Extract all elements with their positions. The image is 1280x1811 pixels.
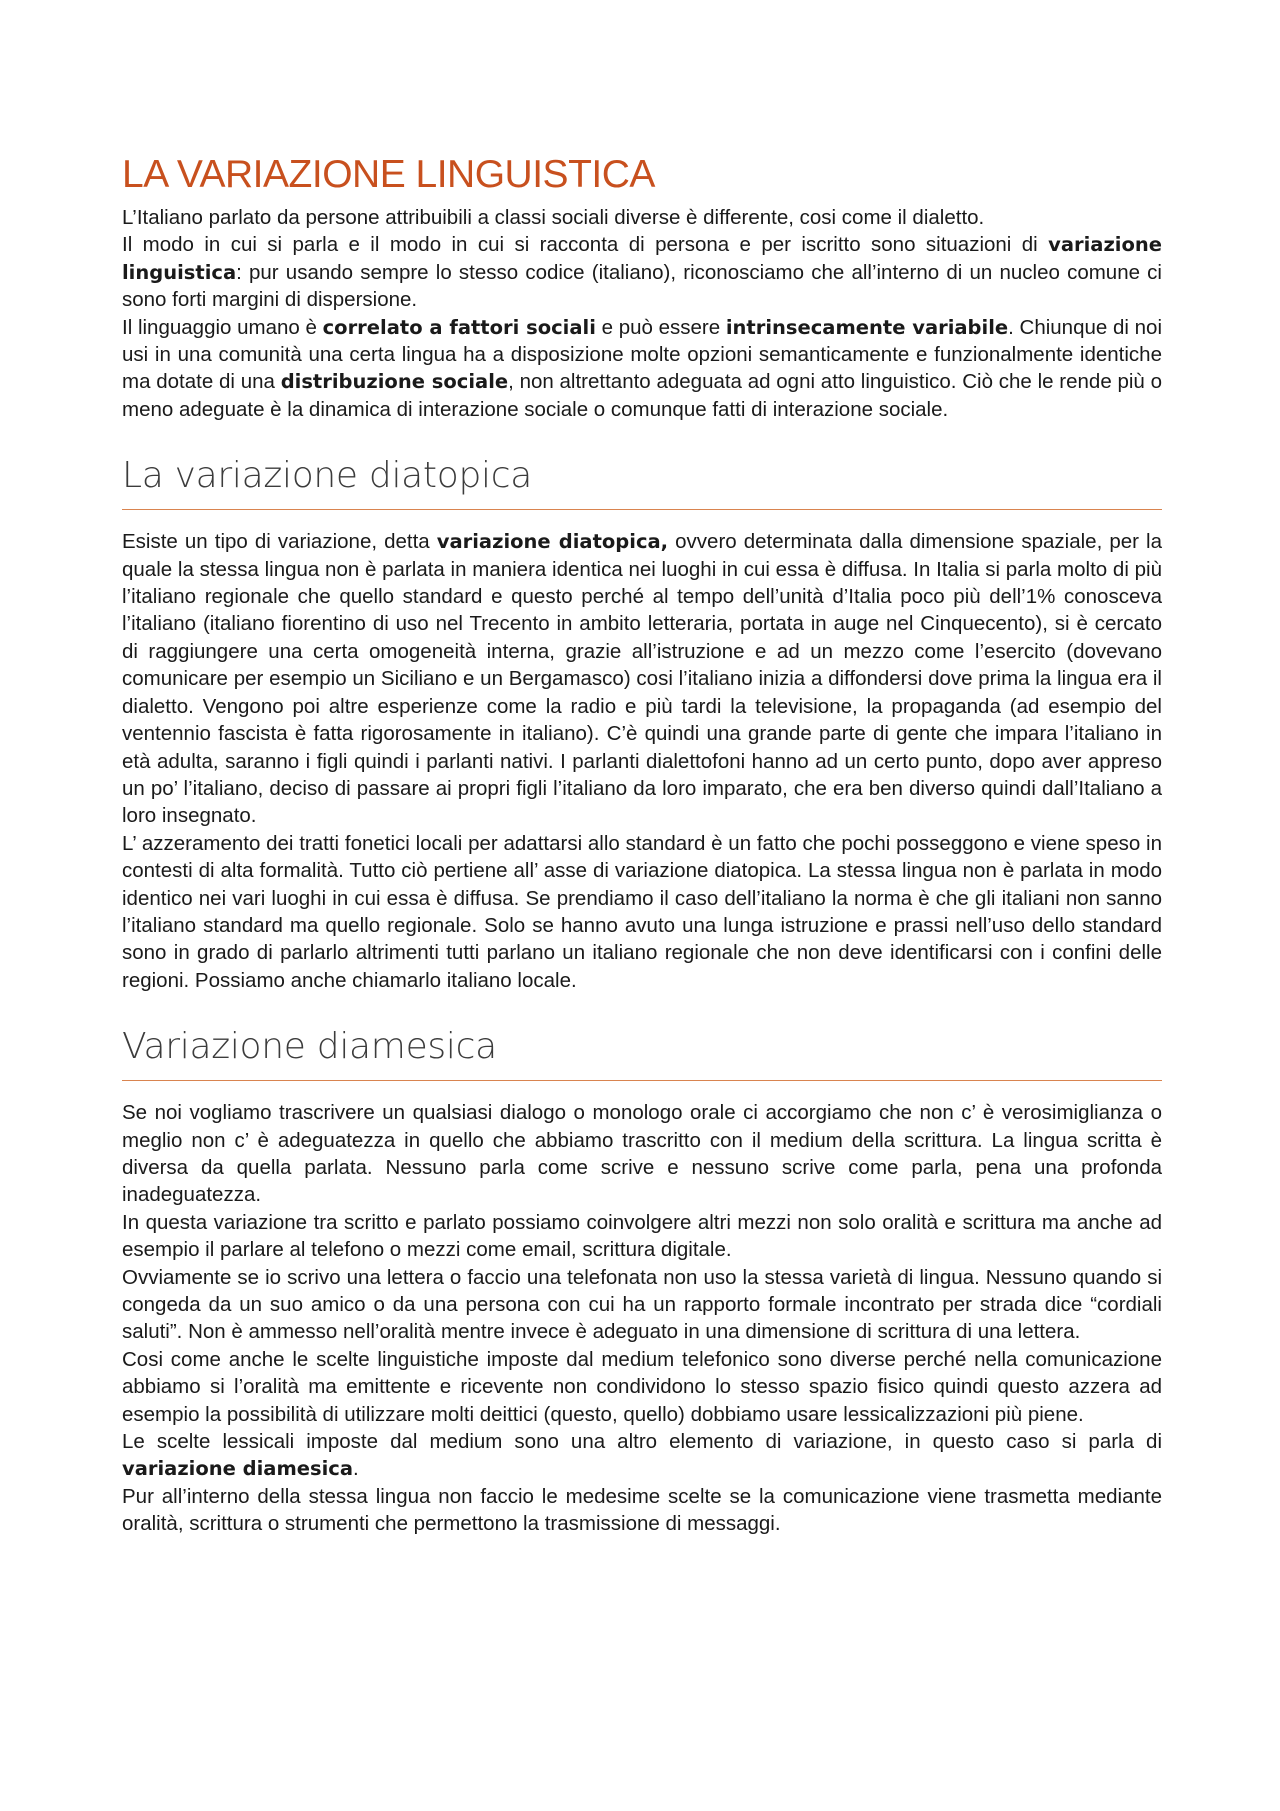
text-run: Le scelte lessicali imposte dal medium sono una altro elemento di variazione, in questo caso si parla di [122,1430,1162,1454]
paragraph [122,1209,1162,1264]
section-body-diatopica [122,528,1162,994]
text-run: L’ azzeramento dei tratti fonetici locali per adattarsi allo standard è un fatto che pochi posseggono e viene speso in contesti di alta formalità. Tutto ciò pertiene all’ asse di variazione diatopica. La stessa lingua non è parlata in modo identico nei vari luoghi in cui essa è diffusa. Se prendiamo il caso dell’italiano la norma è che gli italiani non sanno l’italiano standard ma quello regionale. Solo se hanno avuto una lunga istruzione e prassi nell’uso dello standard sono in grado di parlarlo altrimenti tutti parlano un italiano regionale che non deve identificarsi con i confini delle regioni. Possiamo anche chiamarlo italiano locale. [122,831,1162,992]
paragraph [122,830,1162,994]
text-run: L’Italiano parlato da persone attribuibili a classi sociali diverse è differente, cosi come il dialetto. [122,206,985,229]
paragraph [122,314,1162,424]
text-run: e può essere [595,315,726,339]
document-page [122,150,1162,1538]
text-run: Il linguaggio umano è [122,315,323,339]
text-run: Esiste un tipo di variazione, detta [122,530,437,554]
paragraph [122,1099,1162,1209]
section-heading-diamesica: Variazione diamesica [122,1022,1162,1081]
text-run: , non altrettanto adeguata ad ogni atto linguistico. Ciò che le rende più o meno adeguate è la dinamica di interazione sociale o comunque fatti di interazione sociale. [122,370,1162,421]
bold-term: variazione linguistica [122,233,1162,284]
text-run: Il modo in cui si parla e il modo in cui si racconta di persona e per iscritto sono situazioni di [122,233,1049,257]
bold-term: variazione diatopica, [436,530,669,554]
text-run: Cosi come anche le scelte linguistiche imposte dal medium telefonico sono diverse perché nella comunicazione abbiamo si l’oralità ma emittente e ricevente non condividono lo stesso spazio fisico quindi questo azzera ad esempio la possibilità di utilizzare molti deittici (questo, quello) dobbiamo usare lessicalizzazioni più piene. [122,1347,1162,1426]
section-heading-diatopica: La variazione diatopica [122,451,1162,510]
text-run: . Chiunque di noi usi in una comunità una certa lingua ha a disposizione molte opzioni semanticamente e funzionalmente identiche ma dotate di una [122,315,1163,394]
section-body-diamesica [122,1099,1162,1538]
bold-term: distribuzione sociale [280,370,509,394]
text-run: ovvero determinata dalla dimensione spaziale, per la quale la stessa lingua non è parlata in maniera identica nei luoghi in cui essa è diffusa. In Italia si parla molto di più l’italiano regionale che quello standard e questo perché al tempo dell’unità d’Italia poco più dell’1% conosceva l’italiano (italiano fiorentino di uso nel Trecento in ambito letteraria, portata in auge nel Cinquecento), si è cercato di raggiungere una certa omogeneità interna, grazie all’istruzione e ad un mezzo come l’esercito (dovevano comunicare per esempio un Siciliano e un Bergamasco) cosi l’italiano inizia a diffondersi dove prima la lingua era il dialetto. Vengono poi altre esperienze come la radio e più tardi la televisione, la propaganda (ad esempio del ventennio fascista è fatta rigorosamente in italiano). C’è quindi una grande parte di gente che impara l’italiano in età adulta, saranno i figli quindi i parlanti nativi. I parlanti dialettofoni hanno ad un certo punto, dopo aver appreso un po’ l’italiano, deciso di passare ai propri figli l’italiano da loro imparato, che era ben diverso quindi dall’Italiano a loro insegnato. [122,530,1162,828]
bold-term: intrinsecamente variabile [725,315,1009,339]
paragraph [122,1428,1162,1483]
intro-body [122,204,1162,423]
paragraph [122,1264,1162,1346]
text-run: In questa variazione tra scritto e parlato possiamo coinvolgere altri mezzi non solo oralità e scrittura ma anche ad esempio il parlare al telefono o mezzi come email, scrittura digitale. [122,1210,1162,1262]
text-run: Pur all’interno della stessa lingua non faccio le medesime scelte se la comunicazione viene trasmetta mediante oralità, scrittura o strumenti che permettono la trasmissione di messaggi. [122,1484,1162,1536]
bold-term: variazione diamesica [122,1457,354,1481]
paragraph [122,528,1162,829]
paragraph [122,204,1162,231]
document-title: LA VARIAZIONE LINGUISTICA [122,153,655,196]
bold-term: correlato a fattori sociali [322,315,596,339]
paragraph [122,231,1162,313]
paragraph [122,1483,1162,1538]
text-run: Se noi vogliamo trascrivere un qualsiasi dialogo o monologo orale ci accorgiamo che non c’ è verosimiglianza o meglio non c’ è adeguatezza in quello che abbiamo trascritto con il medium della scrittura. La lingua scritta è diversa da quella parlata. Nessuno parla come scrive e nessuno scrive come parla, pena una profonda inadeguatezza. [122,1101,1162,1207]
paragraph [122,1346,1162,1428]
text-run: Ovviamente se io scrivo una lettera o faccio una telefonata non uso la stessa varietà di lingua. Nessuno quando si congeda da un suo amico o da una persona con cui ha un rapporto formale incontrato per strada dice “cordiali saluti”. Non è ammesso nell’oralità mentre invece è adeguato in una dimensione di scrittura di una lettera. [122,1265,1162,1344]
text-run: : pur usando sempre lo stesso codice (italiano), riconosciamo che all’interno di un nucleo comune ci sono forti margini di dispersione. [122,260,1162,312]
text-run: . [353,1457,359,1481]
